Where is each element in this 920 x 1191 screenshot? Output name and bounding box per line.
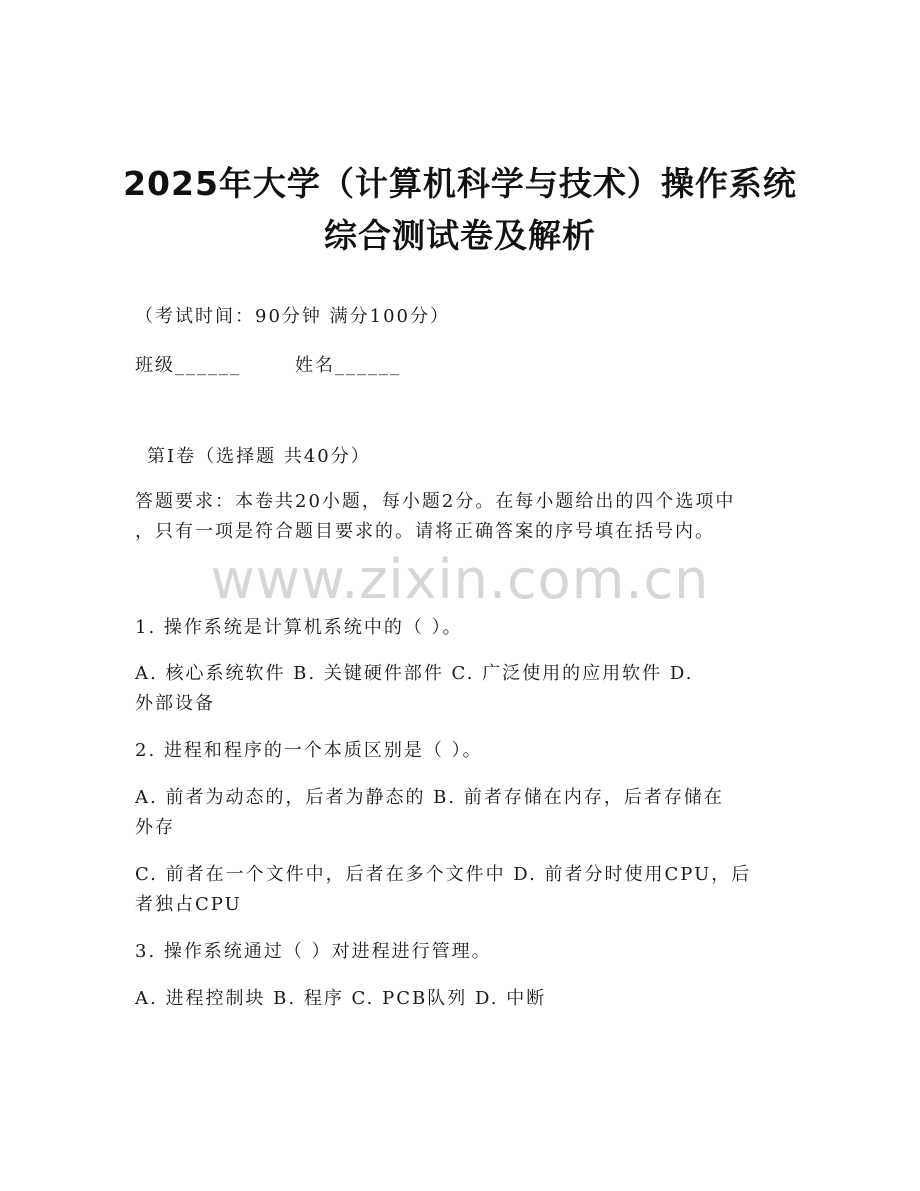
name-field: 姓名______ xyxy=(295,355,401,376)
question-3-stem: 3. 操作系统通过（ ）对进程进行管理。 xyxy=(135,941,492,962)
question-1-stem: 1. 操作系统是计算机系统中的（ ）。 xyxy=(135,617,463,638)
question-1-options-line1: A. 核心系统软件 B. 关键硬件部件 C. 广泛使用的应用软件 D. xyxy=(135,663,694,684)
question-2-options-ab-line1: A. 前者为动态的，后者为静态的 B. 前者存储在内存，后者存储在 xyxy=(135,787,724,808)
question-2-options-ab-line2: 外存 xyxy=(135,817,175,838)
document-title-line2: 综合测试卷及解析 xyxy=(324,216,596,255)
document-title-line1: 2025年大学（计算机科学与技术）操作系统 xyxy=(123,164,797,203)
instructions-line2: ，只有一项是符合题目要求的。请将正确答案的序号填在括号内。 xyxy=(135,521,715,542)
question-1-options-line2: 外部设备 xyxy=(135,693,215,714)
question-2-options-cd-line1: C. 前者在一个文件中，后者在多个文件中 D. 前者分时使用CPU，后 xyxy=(135,864,752,885)
question-2-options-cd-line2: 者独占CPU xyxy=(135,894,242,915)
watermark: www.zixin.com.cn xyxy=(210,548,710,611)
question-3-options-line1: A. 进程控制块 B. 程序 C. PCB队列 D. 中断 xyxy=(135,988,547,1009)
exam-info: （考试时间：90分钟 满分100分） xyxy=(135,306,450,327)
instructions-line1: 答题要求：本卷共20小题，每小题2分。在每小题给出的四个选项中 xyxy=(135,491,736,512)
class-field: 班级______ xyxy=(135,355,241,376)
question-2-stem: 2. 进程和程序的一个本质区别是（ ）。 xyxy=(135,740,483,761)
section-heading: 第I卷（选择题 共40分） xyxy=(147,446,371,467)
